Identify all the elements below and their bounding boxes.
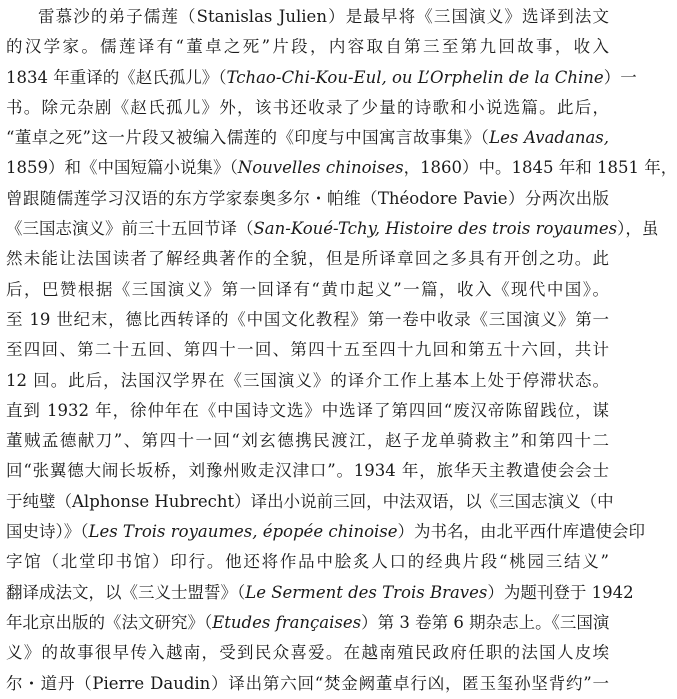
text-line: 国史诗）》（Les Trois royaumes, épopée chinoise）为书名，由北平西什库遣使会印	[6, 522, 646, 542]
text-line: 书。除元杂剧《赵氏孤儿》外，该书还收录了少量的诗歌和小说选篇。此后，	[6, 97, 609, 117]
text-line: 义》的故事很早传入越南，受到民众喜爱。在越南殖民政府任职的法国人皮埃	[6, 643, 609, 663]
text-line: 《三国志演义》前三十五回节译（San-Koué-Tchy, Histoire des trois royaumes），虽	[6, 219, 659, 239]
text-line: 1859）和《中国短篇小说集》（Nouvelles chinoises，1860）中。1845 年和 1851 年，	[6, 158, 677, 178]
text-line: 然未能让法国读者了解经典著作的全貌，但是所译章回之多具有开创之功。此	[6, 249, 609, 269]
text-line: 1834 年重译的《赵氏孤儿》（Tchao-Chi-Kou-Eul, ou L’Orphelin de la Chine）一	[6, 67, 637, 87]
text-line: 翻译成法文，以《三义士盟誓》（Le Serment des Trois Braves）为题刊登于 1942	[6, 582, 634, 602]
text-line: 回“张翼德大闹长坂桥，刘豫州败走汉津口”。1934 年，旅华天主教遣使会会士	[6, 461, 609, 481]
text-line: 12 回。此后，法国汉学界在《三国演义》的译介工作上基本上处于停滞状态。	[6, 370, 609, 390]
text-line: 董贼孟德献刀”、第四十一回“刘玄德携民渡江，赵子龙单骑救主”和第四十二	[6, 431, 609, 451]
text-line: 至 19 世纪末，德比西转译的《中国文化教程》第一卷中收录《三国演义》第一	[6, 309, 609, 329]
text-line: 的汉学家。儒莲译有“董卓之死”片段，内容取自第三至第九回故事，收入	[6, 37, 609, 57]
text-line: 年北京出版的《法文研究》（Etudes françaises）第 3 卷第 6 期杂志上。《三国演	[6, 612, 610, 632]
text-line: 于纯璧（Alphonse Hubrecht）译出小说前三回，中法双语，以《三国志演义（中	[6, 491, 614, 511]
text-line: 至四回、第二十五回、第四十一回、第四十五至四十九回和第五十六回，共计	[6, 340, 609, 360]
text-line: 尔・道丹（Pierre Daudin）译出第六回“焚金阙董卓行凶，匿玉玺孙坚背约”一	[6, 673, 609, 693]
text-line: “董卓之死”这一片段又被编入儒莲的《印度与中国寓言故事集》（Les Avadanas,	[6, 128, 609, 148]
text-line: 直到 1932 年，徐仲年在《中国诗文选》中选译了第四回“废汉帝陈留践位，谋	[6, 400, 609, 420]
text-line: 曾跟随儒莲学习汉语的东方学家泰奥多尔・帕维（Théodore Pavie）分两次出版	[6, 188, 609, 208]
text-line: 后，巴赞根据《三国演义》第一回译有“黄巾起义”一篇，收入《现代中国》。	[6, 279, 609, 299]
text-line: 雷慕沙的弟子儒莲（Stanislas Julien）是最早将《三国演义》选译到法文	[38, 7, 609, 26]
text-line: 字馆（北堂印书馆）印行。他还将作品中脍炙人口的经典片段“桃园三结义”	[6, 552, 609, 572]
